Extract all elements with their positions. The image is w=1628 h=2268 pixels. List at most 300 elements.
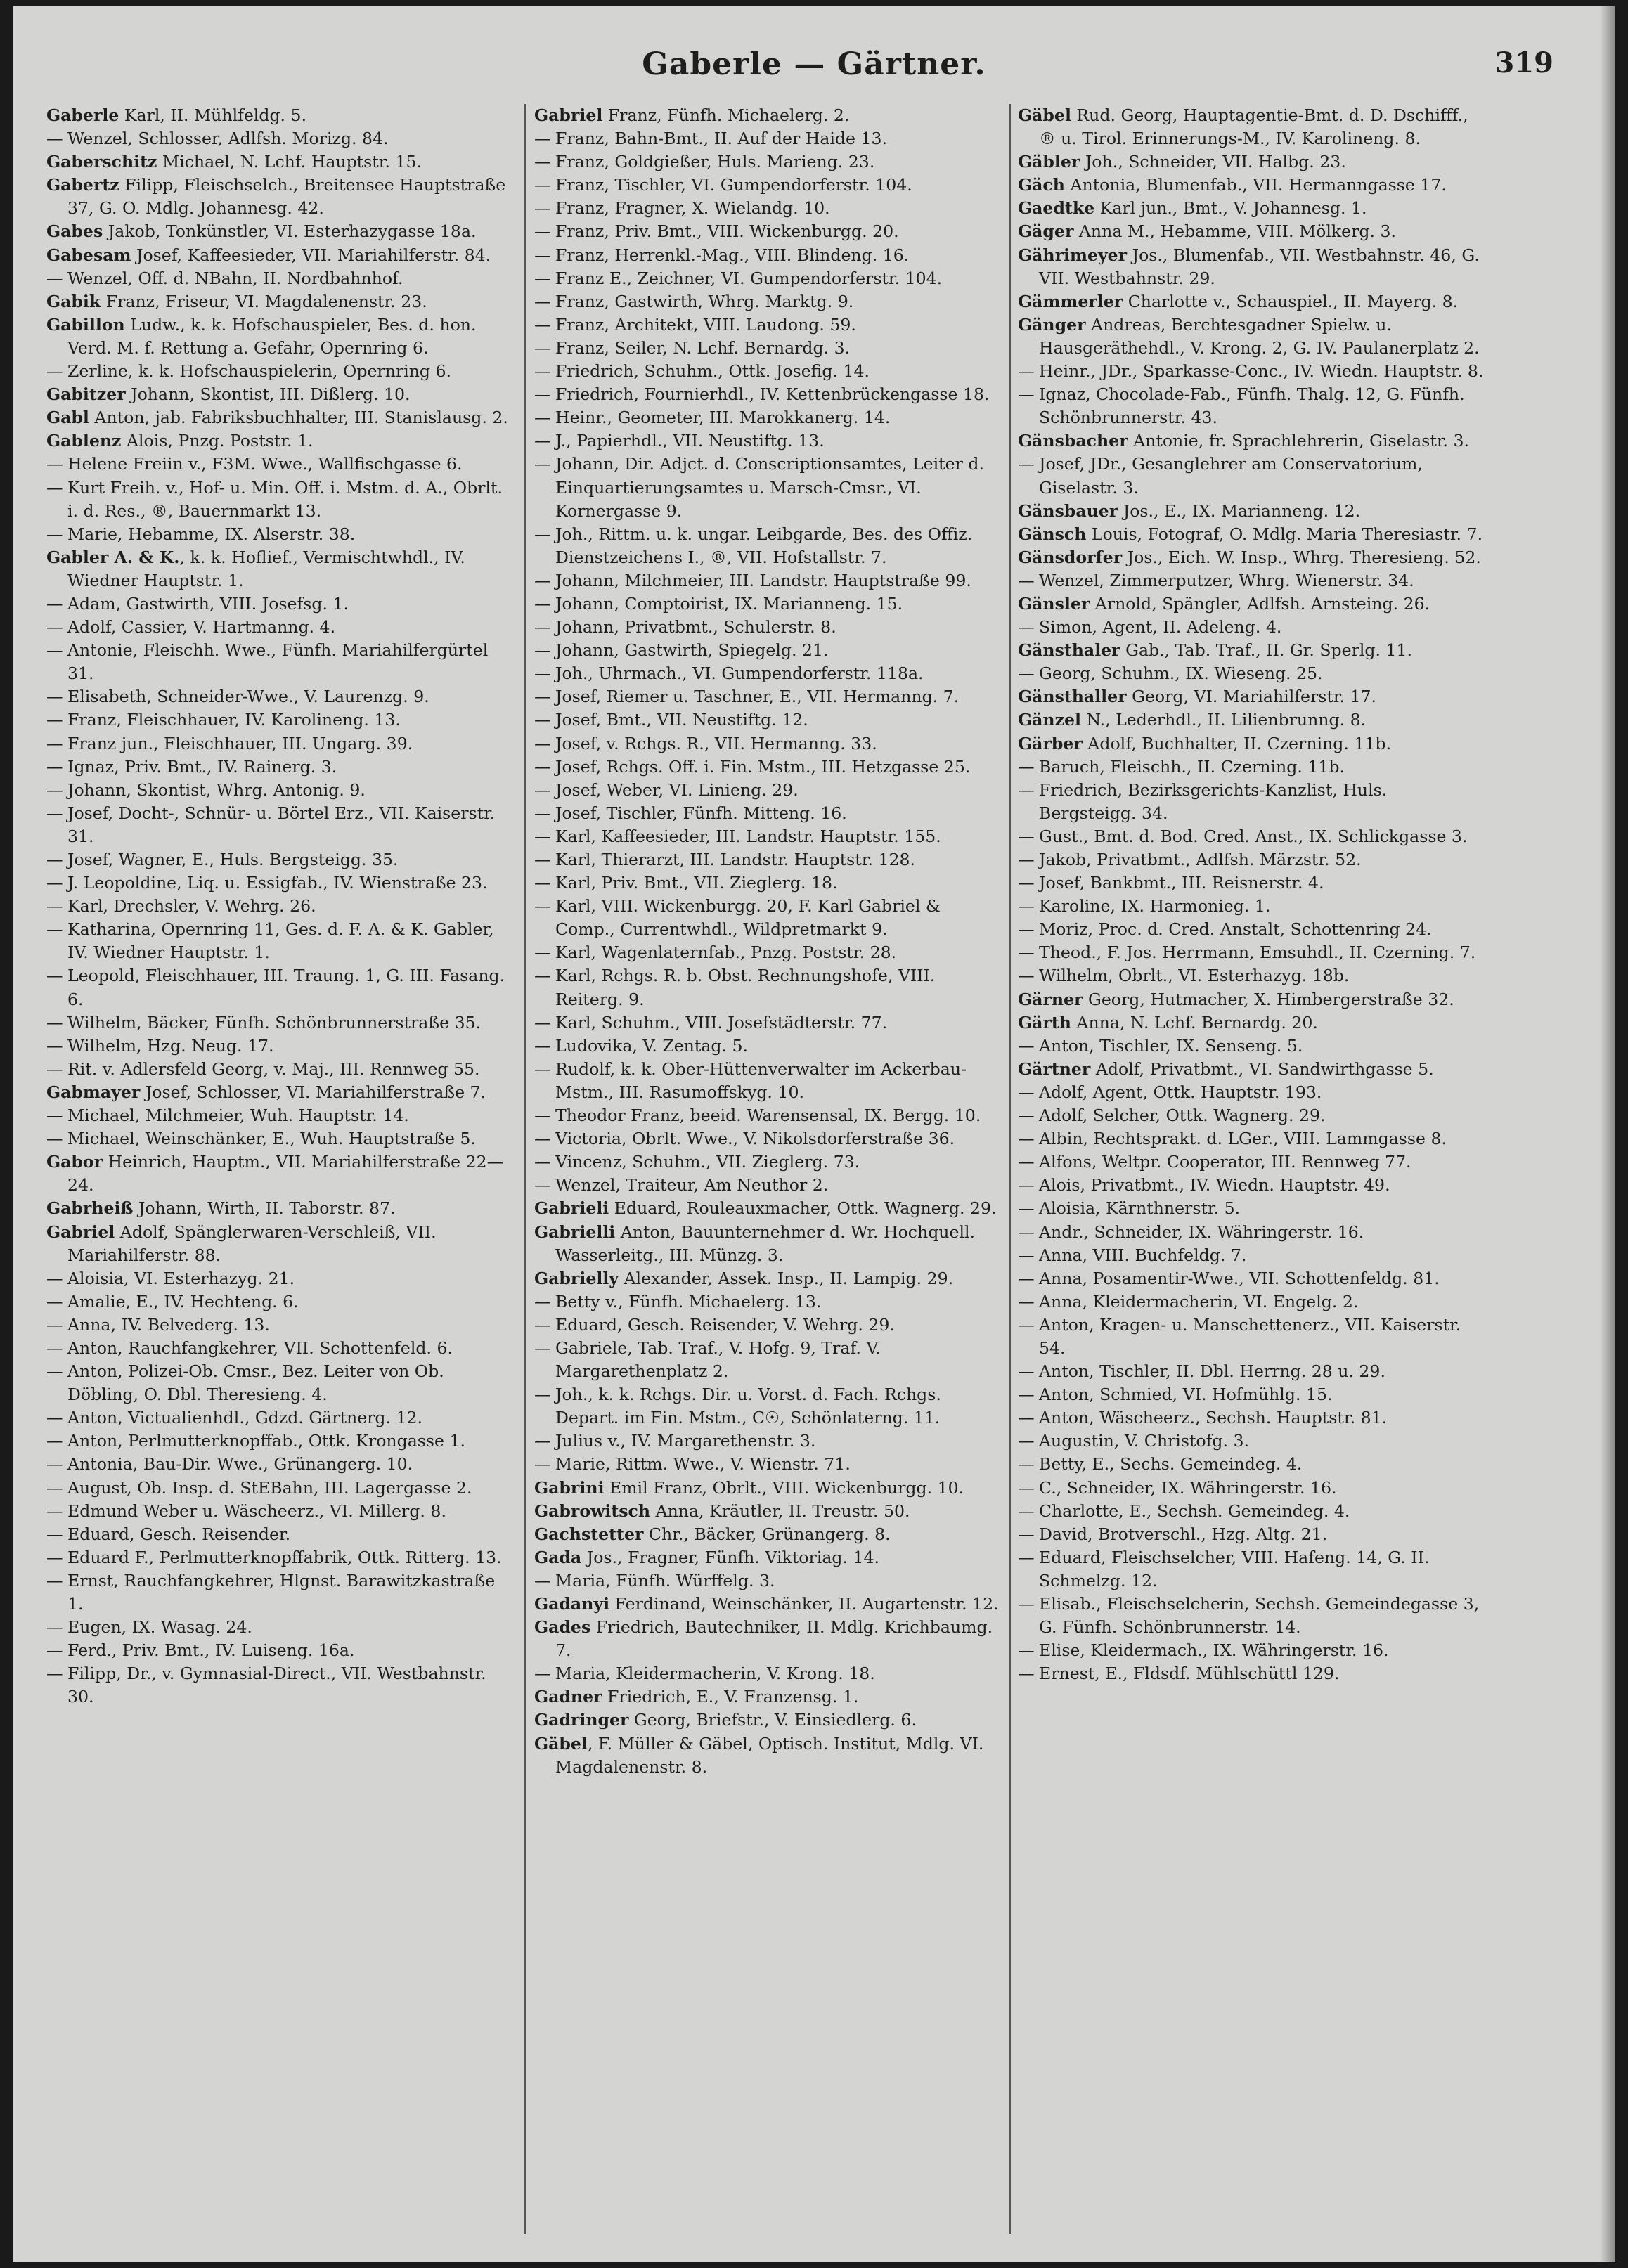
ditto-dash: — bbox=[534, 570, 551, 590]
entry-text: Aloisia, VI. Esterhazyg. 21. bbox=[67, 1268, 295, 1288]
entry-text: Josef, Bankbmt., III. Reisnerstr. 4. bbox=[1039, 873, 1324, 893]
ditto-dash: — bbox=[534, 198, 551, 219]
directory-entry bbox=[1018, 500, 1487, 523]
directory-entry bbox=[534, 662, 1004, 685]
directory-entry bbox=[1018, 895, 1487, 918]
entry-text: Louis, Fotograf, O. Mdlg. Maria Theresiastr. 7. bbox=[1086, 524, 1483, 544]
entry-surname: Gadanyi bbox=[534, 1594, 610, 1614]
directory-entry bbox=[534, 1221, 1004, 1267]
entry-text: Johann, Dir. Adjct. d. Conscriptionsamtes, Leiter d. Einquartierungsamtes u. Marsch-Cmsr., VI. Kornergasse 9. bbox=[555, 454, 984, 521]
directory-entry bbox=[534, 732, 1004, 756]
entry-text: Vincenz, Schuhm., VII. Zieglerg. 73. bbox=[555, 1152, 860, 1172]
ditto-dash: — bbox=[46, 1408, 63, 1428]
directory-entry bbox=[1018, 1127, 1487, 1151]
directory-entry bbox=[1018, 685, 1487, 708]
ditto-dash: — bbox=[534, 1058, 551, 1079]
entry-text: Joh., k. k. Rchgs. Dir. u. Vorst. d. Fach. Rchgs. Depart. im Fin. Mstm., C☉, Schönlaterng. 11. bbox=[555, 1385, 941, 1428]
directory-entry bbox=[1018, 1197, 1487, 1220]
ditto-dash: — bbox=[534, 1431, 551, 1451]
entry-text: Anna, VIII. Buchfeldg. 7. bbox=[1039, 1245, 1247, 1265]
directory-entry bbox=[534, 406, 1004, 429]
entry-text: Marie, Rittm. Wwe., V. Wienstr. 71. bbox=[555, 1454, 851, 1475]
directory-entry bbox=[46, 1127, 516, 1151]
directory-entry bbox=[534, 941, 1004, 964]
page-number: 319 bbox=[1494, 46, 1553, 79]
entry-text: Helene Freiin v., F3M. Wwe., Wallfischgasse 6. bbox=[67, 454, 463, 474]
ditto-dash: — bbox=[46, 1361, 63, 1382]
entry-text: Eduard F., Perlmutterknopffabrik, Ottk. Ritterg. 13. bbox=[67, 1547, 502, 1567]
ditto-dash: — bbox=[46, 966, 63, 986]
directory-entry bbox=[46, 848, 516, 871]
directory-entry bbox=[534, 174, 1004, 197]
directory-column-1 bbox=[46, 104, 516, 2241]
directory-entry bbox=[46, 1104, 516, 1127]
directory-entry bbox=[1018, 825, 1487, 848]
entry-text: Wenzel, Traiteur, Am Neuthor 2. bbox=[555, 1175, 829, 1195]
entry-text: Aloisia, Kärnthnerstr. 5. bbox=[1039, 1198, 1241, 1219]
entry-surname: Gärber bbox=[1018, 733, 1083, 753]
entry-text: Wilhelm, Hzg. Neug. 17. bbox=[67, 1035, 274, 1056]
page-title: Gaberle — Gärtner. bbox=[642, 46, 986, 82]
ditto-dash: — bbox=[46, 1314, 63, 1335]
entry-text: Friedrich, Bautechniker, II. Mdlg. Krichbaumg. 7. bbox=[555, 1617, 993, 1661]
entry-text: Franz E., Zeichner, VI. Gumpendorferstr. 104. bbox=[555, 268, 943, 288]
entry-text: Andreas, Berchtesgadner Spielw. u. Hausgeräthehdl., V. Krong. 2, G. IV. Paulanerplatz 2. bbox=[1039, 314, 1480, 358]
ditto-dash: — bbox=[46, 640, 63, 661]
directory-entry bbox=[534, 523, 1004, 569]
entry-text: Anton, Wäscheerz., Sechsh. Hauptstr. 81. bbox=[1039, 1408, 1388, 1428]
directory-entry bbox=[534, 313, 1004, 337]
directory-entry bbox=[46, 429, 516, 453]
directory-entry bbox=[46, 1523, 516, 1546]
entry-text: Adam, Gastwirth, VIII. Josefsg. 1. bbox=[67, 593, 349, 614]
entry-text: Josef, Rchgs. Off. i. Fin. Mstm., III. Hetzgasse 25. bbox=[555, 756, 971, 777]
directory-entry bbox=[1018, 1174, 1487, 1197]
ditto-dash: — bbox=[46, 1524, 63, 1544]
entry-text: Jos., Eich. W. Insp., Whrg. Theresieng. 52. bbox=[1122, 547, 1481, 567]
ditto-dash: — bbox=[1018, 966, 1035, 986]
directory-entry bbox=[46, 779, 516, 802]
entry-text: Michael, Weinschänker, E., Wuh. Hauptstraße 5. bbox=[67, 1129, 476, 1149]
entry-surname: Gärner bbox=[1018, 989, 1083, 1009]
entry-text: Rudolf, k. k. Ober-Hüttenverwalter im Ackerbau-Mstm., III. Rasumoffskyg. 10. bbox=[555, 1058, 967, 1102]
directory-entry bbox=[46, 708, 516, 732]
ditto-dash: — bbox=[46, 477, 63, 498]
ditto-dash: — bbox=[534, 291, 551, 311]
directory-entry bbox=[534, 779, 1004, 802]
entry-text: Elise, Kleidermach., IX. Währingerstr. 16. bbox=[1039, 1640, 1389, 1661]
entry-text: Josef, Schlosser, VI. Mariahilferstraße 7. bbox=[140, 1082, 486, 1102]
ditto-dash: — bbox=[534, 1175, 551, 1195]
directory-entry bbox=[534, 360, 1004, 383]
ditto-dash: — bbox=[1018, 1385, 1035, 1405]
entry-text: Josef, Kaffeesieder, VII. Mariahilferstr. 84. bbox=[131, 245, 491, 265]
directory-entry bbox=[534, 337, 1004, 360]
ditto-dash: — bbox=[46, 454, 63, 474]
directory-entry bbox=[1018, 150, 1487, 174]
directory-entry bbox=[46, 639, 516, 685]
ditto-dash: — bbox=[534, 756, 551, 777]
ditto-dash: — bbox=[46, 803, 63, 823]
ditto-dash: — bbox=[1018, 454, 1035, 474]
entry-text: Karl jun., Bmt., V. Johannesg. 1. bbox=[1094, 198, 1367, 219]
entry-text: Ignaz, Chocolade-Fab., Fünfh. Thalg. 12, G. Fünfh. Schönbrunnerstr. 43. bbox=[1039, 384, 1465, 428]
ditto-dash: — bbox=[534, 617, 551, 637]
directory-entry bbox=[534, 802, 1004, 825]
entry-text: Filipp, Dr., v. Gymnasial-Direct., VII. Westbahnstr. 30. bbox=[67, 1664, 486, 1707]
directory-entry bbox=[46, 1477, 516, 1500]
directory-entry bbox=[46, 1151, 516, 1197]
ditto-dash: — bbox=[534, 1385, 551, 1405]
entry-surname: Gäbler bbox=[1018, 152, 1080, 172]
entry-text: Emil Franz, Obrlt., VIII. Wickenburgg. 10. bbox=[604, 1477, 964, 1498]
directory-entry bbox=[1018, 1406, 1487, 1430]
entry-text: Adolf, Spänglerwaren-Verschleiß, VII. Mariahilferstr. 88. bbox=[67, 1222, 437, 1265]
entry-text: Josef, JDr., Gesanglehrer am Conservatorium, Giselastr. 3. bbox=[1039, 454, 1423, 498]
ditto-dash: — bbox=[1018, 1524, 1035, 1544]
entry-surname: Gaedtke bbox=[1018, 198, 1095, 219]
entry-text: Eugen, IX. Wasag. 24. bbox=[67, 1617, 252, 1638]
entry-surname: Gablenz bbox=[46, 431, 122, 451]
directory-entry bbox=[46, 1197, 516, 1220]
entry-text: Franz, Priv. Bmt., VIII. Wickenburgg. 20. bbox=[555, 221, 899, 242]
directory-entry bbox=[46, 1337, 516, 1360]
entry-text: Ferd., Priv. Bmt., IV. Luiseng. 16a. bbox=[67, 1640, 355, 1661]
directory-entry bbox=[534, 756, 1004, 779]
directory-entry bbox=[46, 313, 516, 360]
entry-surname: Gänsthaler bbox=[1018, 640, 1120, 661]
ditto-dash: — bbox=[46, 268, 63, 288]
ditto-dash: — bbox=[1018, 1035, 1035, 1056]
entry-text: Franz, Friseur, VI. Magdalenenstr. 23. bbox=[101, 291, 427, 311]
directory-entry bbox=[534, 1662, 1004, 1685]
directory-entry bbox=[46, 1639, 516, 1662]
ditto-dash: — bbox=[534, 826, 551, 846]
directory-entry bbox=[46, 546, 516, 592]
entry-text: Gab., Tab. Traf., II. Gr. Sperlg. 11. bbox=[1120, 640, 1413, 661]
directory-entry bbox=[46, 918, 516, 964]
entry-surname: Gabriel bbox=[534, 105, 603, 125]
directory-entry bbox=[1018, 429, 1487, 453]
directory-entry bbox=[1018, 1639, 1487, 1662]
directory-entry bbox=[46, 1290, 516, 1314]
ditto-dash: — bbox=[46, 1291, 63, 1311]
entry-text: Anton, Bauunternehmer d. Wr. Hochquell. Wasserleitg., III. Münzg. 3. bbox=[555, 1222, 976, 1265]
entry-text: Josef, Riemer u. Taschner, E., VII. Hermanng. 7. bbox=[555, 687, 960, 707]
directory-entry bbox=[46, 477, 516, 523]
entry-text: Elisab., Fleischselcherin, Sechsh. Gemeindegasse 3, G. Fünfh. Schönbrunnerstr. 14. bbox=[1039, 1594, 1480, 1638]
directory-entry bbox=[46, 104, 516, 127]
entry-text: Antonie, fr. Sprachlehrerin, Giselastr. 3. bbox=[1128, 431, 1470, 451]
ditto-dash: — bbox=[534, 314, 551, 335]
directory-entry bbox=[534, 197, 1004, 220]
directory-entry bbox=[46, 174, 516, 220]
ditto-dash: — bbox=[1018, 1245, 1035, 1265]
ditto-dash: — bbox=[1018, 1198, 1035, 1219]
directory-entry bbox=[46, 1314, 516, 1337]
directory-entry bbox=[46, 267, 516, 290]
entry-text: Friedrich, Bezirksgerichts-Kanzlist, Huls. Bergsteigg. 34. bbox=[1039, 779, 1388, 823]
entry-text: Wenzel, Zimmerputzer, Whrg. Wienerstr. 34. bbox=[1039, 570, 1414, 590]
entry-text: Anna, Kräutler, II. Treustr. 50. bbox=[650, 1501, 910, 1521]
entry-text: Rud. Georg, Hauptagentie-Bmt. d. D. Dschifff., ® u. Tirol. Erinnerungs-M., IV. Karolineng. 8. bbox=[1039, 105, 1468, 149]
entry-surname: Gänsdorfer bbox=[1018, 547, 1123, 567]
entry-surname: Gabesam bbox=[46, 245, 131, 265]
directory-entry bbox=[1018, 1430, 1487, 1453]
entry-text: Franz, Fragner, X. Wielandg. 10. bbox=[555, 198, 830, 219]
directory-entry bbox=[1018, 104, 1487, 150]
entry-text: Antonia, Bau-Dir. Wwe., Grünangerg. 10. bbox=[67, 1454, 413, 1475]
ditto-dash: — bbox=[534, 896, 551, 916]
entry-text: Franz, Seiler, N. Lchf. Bernardg. 3. bbox=[555, 337, 851, 358]
entry-surname: Gabler A. & K. bbox=[46, 547, 180, 567]
directory-entry bbox=[534, 1267, 1004, 1290]
entry-surname: Gaberschitz bbox=[46, 152, 157, 172]
entry-text: Karl, Wagenlaternfab., Pnzg. Poststr. 28. bbox=[555, 942, 897, 963]
entry-text: Josef, Wagner, E., Huls. Bergsteigg. 35. bbox=[67, 850, 399, 869]
directory-entry bbox=[534, 616, 1004, 639]
directory-entry bbox=[1018, 779, 1487, 825]
entry-surname: Gachstetter bbox=[534, 1524, 644, 1544]
ditto-dash: — bbox=[46, 873, 63, 893]
ditto-dash: — bbox=[1018, 1594, 1035, 1614]
ditto-dash: — bbox=[46, 779, 63, 800]
entry-text: Adolf, Cassier, V. Hartmanng. 4. bbox=[67, 617, 336, 637]
ditto-dash: — bbox=[1018, 1106, 1035, 1126]
directory-entry bbox=[1018, 383, 1487, 429]
ditto-dash: — bbox=[46, 733, 63, 753]
directory-entry bbox=[1018, 1244, 1487, 1267]
entry-text: Anton, Perlmutterknopffab., Ottk. Krongasse 1. bbox=[67, 1431, 465, 1451]
directory-column-2 bbox=[534, 104, 1004, 2241]
ditto-dash: — bbox=[534, 1035, 551, 1056]
entry-text: Johann, Milchmeier, III. Landstr. Hauptstraße 99. bbox=[555, 570, 971, 590]
entry-text: Johann, Comptoirist, IX. Marianneng. 15. bbox=[555, 593, 903, 614]
entry-text: Alexander, Assek. Insp., II. Lampig. 29. bbox=[618, 1268, 954, 1288]
ditto-dash: — bbox=[534, 1129, 551, 1149]
entry-text: Katharina, Opernring 11, Ges. d. F. A. & K. Gabler, IV. Wiedner Hauptstr. 1. bbox=[67, 919, 494, 963]
entry-text: Josef, v. Rchgs. R., VII. Hermanng. 33. bbox=[555, 733, 877, 753]
directory-entry bbox=[534, 220, 1004, 243]
directory-entry bbox=[1018, 616, 1487, 639]
entry-text: Franz, Fünfh. Michaelerg. 2. bbox=[602, 105, 850, 125]
entry-text: Betty v., Fünfh. Michaelerg. 13. bbox=[555, 1291, 822, 1311]
directory-entry bbox=[534, 1174, 1004, 1197]
directory-entry bbox=[1018, 1011, 1487, 1035]
entry-text: Maria, Kleidermacherin, V. Krong. 18. bbox=[555, 1664, 875, 1684]
entry-text: Charlotte, E., Sechsh. Gemeindeg. 4. bbox=[1039, 1501, 1350, 1521]
entry-surname: Gämmerler bbox=[1018, 291, 1123, 311]
entry-surname: Gänsbauer bbox=[1018, 500, 1118, 521]
entry-text: Ferdinand, Weinschänker, II. Augartenstr. 12. bbox=[609, 1594, 999, 1614]
directory-entry bbox=[534, 1127, 1004, 1151]
directory-entry bbox=[46, 1360, 516, 1406]
entry-surname: Gabrielly bbox=[534, 1268, 619, 1288]
entry-text: Adolf, Privatbmt., VI. Sandwirthgasse 5. bbox=[1090, 1058, 1434, 1079]
entry-text: Wenzel, Schlosser, Adlfsh. Morizg. 84. bbox=[67, 129, 389, 149]
directory-entry bbox=[1018, 174, 1487, 197]
entry-text: Josef, Tischler, Fünfh. Mitteng. 16. bbox=[555, 803, 847, 823]
directory-entry bbox=[46, 244, 516, 267]
ditto-dash: — bbox=[534, 129, 551, 149]
entry-text: Franz, Gastwirth, Whrg. Marktg. 9. bbox=[555, 291, 854, 311]
entry-text: Theodor Franz, beeid. Warensensal, IX. Bergg. 10. bbox=[555, 1106, 981, 1126]
ditto-dash: — bbox=[1018, 617, 1035, 637]
directory-entry bbox=[46, 1011, 516, 1035]
directory-entry bbox=[1018, 871, 1487, 895]
entry-text: Anton, Rauchfangkehrer, VII. Schottenfeld. 6. bbox=[67, 1337, 453, 1358]
entry-text: Kurt Freih. v., Hof- u. Min. Off. i. Mstm. d. A., Obrlt. i. d. Res., ®, Bauernmarkt 13. bbox=[67, 477, 503, 521]
entry-text: Franz, Tischler, VI. Gumpendorferstr. 104. bbox=[555, 175, 912, 195]
entry-text: Karl, Schuhm., VIII. Josefstädterstr. 77. bbox=[555, 1012, 888, 1032]
ditto-dash: — bbox=[534, 1337, 551, 1358]
entry-text: Theod., F. Jos. Herrmann, Emsuhdl., II. Czerning. 7. bbox=[1039, 942, 1476, 963]
ditto-dash: — bbox=[46, 129, 63, 149]
entry-text: Adolf, Selcher, Ottk. Wagnerg. 29. bbox=[1039, 1106, 1326, 1126]
ditto-dash: — bbox=[1018, 756, 1035, 777]
directory-entry bbox=[1018, 1453, 1487, 1476]
directory-entry bbox=[534, 1430, 1004, 1453]
ditto-dash: — bbox=[1018, 1664, 1035, 1684]
entry-text: Adolf, Agent, Ottk. Hauptstr. 193. bbox=[1039, 1082, 1322, 1102]
directory-entry bbox=[46, 964, 516, 1011]
directory-entry bbox=[1018, 1314, 1487, 1360]
ditto-dash: — bbox=[46, 1268, 63, 1288]
directory-entry bbox=[1018, 708, 1487, 732]
entry-text: Heinr., JDr., Sparkasse-Conc., IV. Wiedn. Hauptstr. 8. bbox=[1039, 361, 1484, 382]
ditto-dash: — bbox=[1018, 1408, 1035, 1428]
ditto-dash: — bbox=[1018, 1129, 1035, 1149]
ditto-dash: — bbox=[534, 803, 551, 823]
ditto-dash: — bbox=[534, 710, 551, 730]
directory-entry bbox=[534, 150, 1004, 174]
entry-text: Amalie, E., IV. Hechteng. 6. bbox=[67, 1291, 299, 1311]
directory-entry bbox=[1018, 592, 1487, 616]
entry-surname: Gänsthaller bbox=[1018, 687, 1127, 707]
entry-text: Franz jun., Fleischhauer, III. Ungarg. 39. bbox=[67, 733, 413, 753]
entry-surname: Gabillon bbox=[46, 314, 125, 335]
ditto-dash: — bbox=[534, 152, 551, 172]
entry-text: J. Leopoldine, Liq. u. Essigfab., IV. Wienstraße 23. bbox=[67, 873, 488, 893]
entry-surname: Gabik bbox=[46, 291, 101, 311]
directory-entry bbox=[1018, 1035, 1487, 1058]
ditto-dash: — bbox=[46, 1431, 63, 1451]
ditto-dash: — bbox=[534, 733, 551, 753]
entry-text: Joh., Schneider, VII. Halbg. 23. bbox=[1080, 152, 1346, 172]
entry-text: Jos., E., IX. Marianneng. 12. bbox=[1118, 500, 1361, 521]
entry-text: Marie, Hebamme, IX. Alserstr. 38. bbox=[67, 524, 356, 544]
entry-surname: Gäbel bbox=[1018, 105, 1071, 125]
entry-text: Gabriele, Tab. Traf., V. Hofg. 9, Traf. V. Margarethenplatz 2. bbox=[555, 1337, 881, 1382]
entry-text: Jos., Blumenfab., VII. Westbahnstr. 46, G. VII. Westbahnstr. 29. bbox=[1039, 245, 1480, 288]
entry-text: August, Ob. Insp. d. StEBahn, III. Lagergasse 2. bbox=[67, 1477, 472, 1498]
ditto-dash: — bbox=[46, 687, 63, 707]
entry-surname: Gabes bbox=[46, 221, 103, 242]
ditto-dash: — bbox=[46, 1617, 63, 1638]
ditto-dash: — bbox=[1018, 1547, 1035, 1567]
entry-text: Georg, Briefstr., V. Einsiedlerg. 6. bbox=[628, 1710, 917, 1730]
ditto-dash: — bbox=[534, 966, 551, 986]
entry-text: Charlotte v., Schauspiel., II. Mayerg. 8. bbox=[1123, 291, 1459, 311]
directory-entry bbox=[1018, 1104, 1487, 1127]
directory-entry bbox=[46, 453, 516, 476]
entry-surname: Gänsch bbox=[1018, 524, 1087, 544]
entry-text: Friedrich, Schuhm., Ottk. Josefig. 14. bbox=[555, 361, 870, 382]
entry-text: Johann, Privatbmt., Schulerstr. 8. bbox=[555, 617, 836, 637]
ditto-dash: — bbox=[1018, 873, 1035, 893]
directory-entry bbox=[1018, 1383, 1487, 1406]
directory-entry bbox=[534, 1314, 1004, 1337]
entry-text: Anton, jab. Fabriksbuchhalter, III. Stanislausg. 2. bbox=[89, 408, 508, 428]
directory-entry bbox=[1018, 1662, 1487, 1685]
directory-entry bbox=[534, 453, 1004, 522]
entry-text: Johann, Gastwirth, Spiegelg. 21. bbox=[555, 640, 829, 661]
entry-text: Elisabeth, Schneider-Wwe., V. Laurenzg. 9. bbox=[67, 687, 429, 707]
column-divider bbox=[1009, 104, 1011, 2234]
ditto-dash: — bbox=[46, 1547, 63, 1567]
ditto-dash: — bbox=[534, 245, 551, 265]
ditto-dash: — bbox=[1018, 1361, 1035, 1382]
ditto-dash: — bbox=[534, 873, 551, 893]
entry-text: Josef, Weber, VI. Linieng. 29. bbox=[555, 779, 799, 800]
directory-entry bbox=[534, 1685, 1004, 1709]
directory-entry bbox=[46, 1569, 516, 1616]
entry-text: Moriz, Proc. d. Cred. Anstalt, Schottenring 24. bbox=[1039, 919, 1432, 940]
entry-surname: Gadringer bbox=[534, 1710, 629, 1730]
directory-entry bbox=[1018, 732, 1487, 756]
ditto-dash: — bbox=[46, 896, 63, 916]
ditto-dash: — bbox=[534, 1314, 551, 1335]
directory-entry bbox=[534, 244, 1004, 267]
entry-text: Jakob, Privatbmt., Adlfsh. Märzstr. 52. bbox=[1039, 850, 1362, 869]
directory-entry bbox=[534, 1732, 1004, 1779]
ditto-dash: — bbox=[1018, 1152, 1035, 1172]
entry-surname: Gärtner bbox=[1018, 1058, 1091, 1079]
directory-entry bbox=[1018, 848, 1487, 871]
directory-entry bbox=[1018, 244, 1487, 290]
ditto-dash: — bbox=[534, 1106, 551, 1126]
ditto-dash: — bbox=[46, 1640, 63, 1661]
ditto-dash: — bbox=[534, 663, 551, 684]
ditto-dash: — bbox=[534, 408, 551, 428]
entry-text: Johann, Skontist, III. Dißlerg. 10. bbox=[125, 384, 411, 405]
ditto-dash: — bbox=[1018, 1082, 1035, 1102]
entry-text: Anna, Kleidermacherin, VI. Engelg. 2. bbox=[1039, 1291, 1359, 1311]
directory-entry bbox=[1018, 756, 1487, 779]
directory-entry bbox=[1018, 662, 1487, 685]
directory-entry bbox=[1018, 523, 1487, 546]
directory-entry bbox=[534, 1709, 1004, 1732]
entry-text: Anton, Schmied, VI. Hofmühlg. 15. bbox=[1039, 1385, 1333, 1405]
entry-text: Antonie, Fleischh. Wwe., Fünfh. Mariahilfergürtel 31. bbox=[67, 640, 489, 684]
ditto-dash: — bbox=[1018, 1314, 1035, 1335]
column-divider bbox=[524, 104, 526, 2234]
entry-text: Rit. v. Adlersfeld Georg, v. Maj., III. Rennweg 55. bbox=[67, 1058, 480, 1079]
entry-text: Alois, Privatbmt., IV. Wiedn. Hauptstr. 49. bbox=[1039, 1175, 1390, 1195]
directory-entry bbox=[534, 1197, 1004, 1220]
directory-entry bbox=[46, 685, 516, 708]
ditto-dash: — bbox=[534, 1152, 551, 1172]
directory-entry bbox=[46, 1616, 516, 1639]
entry-text: Anton, Polizei-Ob. Cmsr., Bez. Leiter von Ob. Döbling, O. Dbl. Theresieng. 4. bbox=[67, 1361, 444, 1405]
directory-entry bbox=[46, 523, 516, 546]
ditto-dash: — bbox=[46, 1570, 63, 1590]
directory-page bbox=[13, 6, 1615, 2262]
ditto-dash: — bbox=[46, 1129, 63, 1149]
entry-text: Karl, Rchgs. R. b. Obst. Rechnungshofe, VIII. Reiterg. 9. bbox=[555, 966, 936, 1009]
directory-entry bbox=[534, 1058, 1004, 1104]
directory-entry bbox=[1018, 1360, 1487, 1383]
